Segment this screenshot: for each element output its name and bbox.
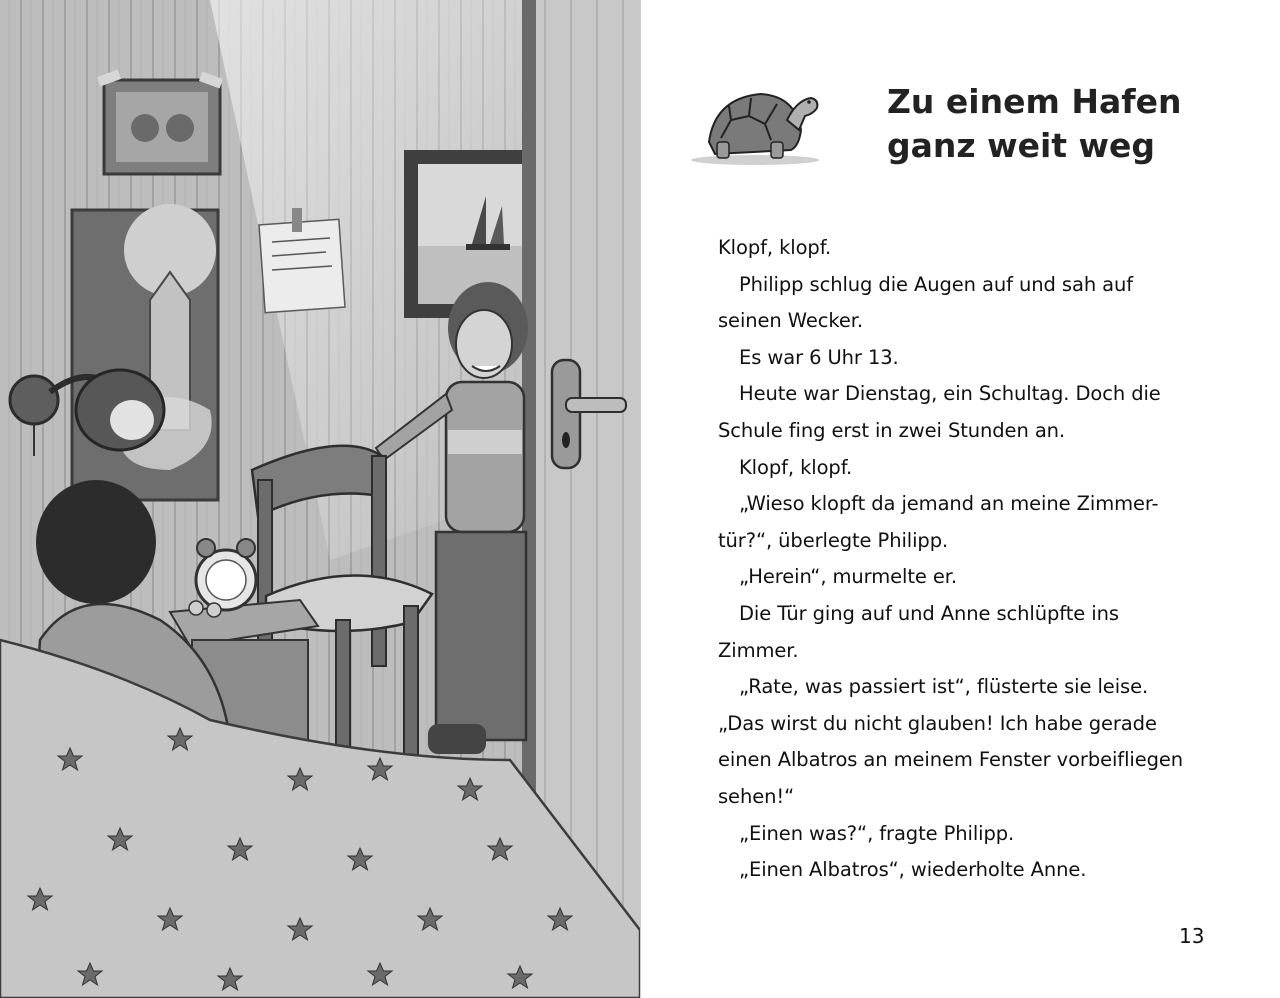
framed-photo (97, 70, 223, 174)
story-line: „Das wirst du nicht glauben! Ich habe gerade (718, 711, 1157, 735)
story-line: Schule fing erst in zwei Stunden an. (718, 418, 1066, 442)
story-line: Die Tür ging auf und Anne schlüpfte ins (739, 601, 1119, 625)
story-line: „Herein“, murmelte er. (739, 565, 958, 589)
story-line: sehen!“ (718, 784, 795, 808)
story-line: „Einen Albatros“, wiederholte Anne. (739, 858, 1087, 882)
note-paper (259, 208, 345, 313)
story-line: Klopf, klopf. (739, 455, 853, 479)
story-line: Klopf, klopf. (718, 236, 832, 259)
rocket-poster (72, 204, 218, 500)
story-line: Zimmer. (718, 638, 799, 662)
story-line: einen Albatros an meinem Fenster vorbeifliegen (718, 748, 1184, 772)
story-line: seinen Wecker. (718, 309, 863, 333)
story-line: „Einen was?“, fragte Philipp. (739, 821, 1015, 845)
story-line: Heute war Dienstag, ein Schultag. Doch die (739, 382, 1161, 406)
page-number: 13 (1179, 924, 1205, 948)
turtle-icon (691, 80, 823, 170)
chapter-title-line-2: ganz weit weg (887, 126, 1156, 165)
text-page (640, 0, 1280, 998)
story-text (718, 230, 1218, 889)
story-line: Es war 6 Uhr 13. (739, 345, 899, 369)
chapter-title (887, 80, 1181, 168)
chapter-title-line-1: Zu einem Hafen (887, 82, 1182, 121)
story-line: „Wieso klopft da jemand an meine Zimmer- (739, 492, 1159, 516)
chapter-header (691, 80, 1251, 180)
story-line: tür?“, überlegte Philipp. (718, 528, 949, 552)
story-line: Philipp schlug die Augen auf und sah auf (739, 272, 1134, 296)
story-line: „Rate, was passiert ist“, flüsterte sie leise. (739, 675, 1149, 699)
